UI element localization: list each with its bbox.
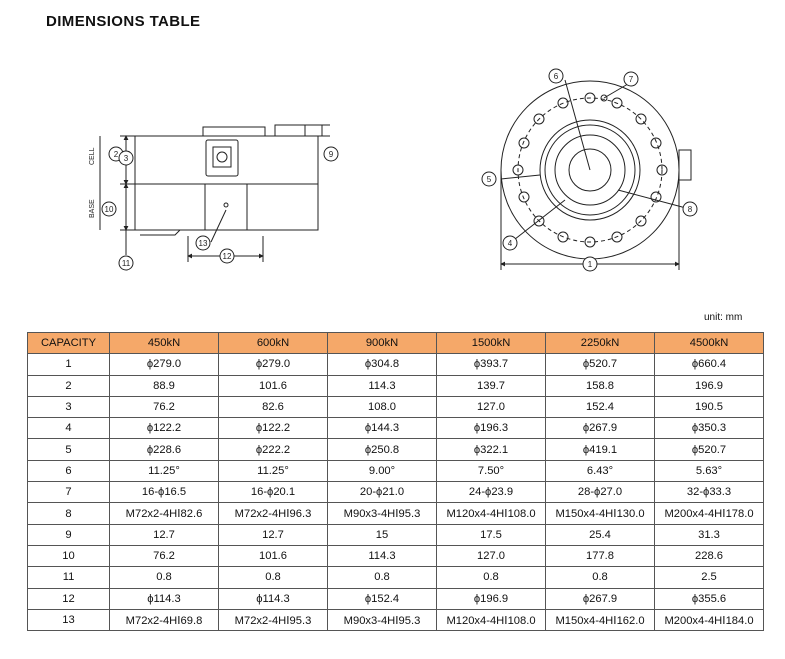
connector-core bbox=[213, 147, 231, 167]
table-cell: 101.6 bbox=[219, 375, 328, 396]
header-cell: 1500kN bbox=[437, 333, 546, 354]
table-cell: ϕ196.3 bbox=[437, 418, 546, 439]
table-cell: 20-ϕ21.0 bbox=[328, 482, 437, 503]
callout-11 bbox=[119, 256, 133, 270]
table-cell: ϕ228.6 bbox=[110, 439, 219, 460]
header-cell: CAPACITY bbox=[28, 333, 110, 354]
row-index-cell: 9 bbox=[28, 524, 110, 545]
table-cell: ϕ279.0 bbox=[110, 354, 219, 375]
svg-text:12: 12 bbox=[222, 252, 232, 261]
table-cell: 2.5 bbox=[655, 567, 764, 588]
svg-text:3: 3 bbox=[123, 154, 129, 163]
table-cell: 12.7 bbox=[219, 524, 328, 545]
table-cell: ϕ152.4 bbox=[328, 588, 437, 609]
table-cell: 16-ϕ16.5 bbox=[110, 482, 219, 503]
table-cell: 101.6 bbox=[219, 545, 328, 566]
table-cell: 190.5 bbox=[655, 396, 764, 417]
page-title: DIMENSIONS TABLE bbox=[46, 13, 201, 30]
table-cell: 31.3 bbox=[655, 524, 764, 545]
row-index-cell: 4 bbox=[28, 418, 110, 439]
table-cell: 7.50° bbox=[437, 460, 546, 481]
table-cell: 114.3 bbox=[328, 375, 437, 396]
callout-9 bbox=[324, 147, 338, 161]
row-index-cell: 11 bbox=[28, 567, 110, 588]
dimension-drawing bbox=[0, 0, 785, 300]
table-cell: M150x4-4HⅠ130.0 bbox=[546, 503, 655, 524]
table-cell: ϕ355.6 bbox=[655, 588, 764, 609]
table-cell: ϕ660.4 bbox=[655, 354, 764, 375]
table-cell: ϕ304.8 bbox=[328, 354, 437, 375]
callout-4 bbox=[503, 236, 517, 250]
table-cell: 0.8 bbox=[546, 567, 655, 588]
row-index-cell: 2 bbox=[28, 375, 110, 396]
header-cell: 450kN bbox=[110, 333, 219, 354]
row-index-cell: 7 bbox=[28, 482, 110, 503]
table-cell: 15 bbox=[328, 524, 437, 545]
table-cell: 17.5 bbox=[437, 524, 546, 545]
table-cell: 152.4 bbox=[546, 396, 655, 417]
table-cell: ϕ122.2 bbox=[219, 418, 328, 439]
table-cell: ϕ122.2 bbox=[110, 418, 219, 439]
svg-text:7: 7 bbox=[628, 75, 634, 84]
table-cell: ϕ250.8 bbox=[328, 439, 437, 460]
table-cell: M200x4-4HⅠ178.0 bbox=[655, 503, 764, 524]
cell-label: CELL bbox=[89, 147, 96, 165]
callout-5 bbox=[482, 172, 496, 186]
table-cell: 5.63° bbox=[655, 460, 764, 481]
table-cell: ϕ350.3 bbox=[655, 418, 764, 439]
table-cell: ϕ520.7 bbox=[655, 439, 764, 460]
table-cell: 158.8 bbox=[546, 375, 655, 396]
header-cell: 900kN bbox=[328, 333, 437, 354]
table-cell: 82.6 bbox=[219, 396, 328, 417]
table-cell: 32-ϕ33.3 bbox=[655, 482, 764, 503]
front-fitting bbox=[679, 150, 691, 180]
table-row bbox=[28, 545, 764, 566]
table-cell: 6.43° bbox=[546, 460, 655, 481]
header-cell: 4500kN bbox=[655, 333, 764, 354]
svg-text:4: 4 bbox=[507, 239, 513, 248]
table-cell: 177.8 bbox=[546, 545, 655, 566]
table-row bbox=[28, 567, 764, 588]
table-cell: 0.8 bbox=[328, 567, 437, 588]
table-cell: 139.7 bbox=[437, 375, 546, 396]
table-cell: 0.8 bbox=[219, 567, 328, 588]
svg-text:10: 10 bbox=[104, 205, 114, 214]
callout-6 bbox=[549, 69, 563, 83]
svg-text:13: 13 bbox=[198, 239, 208, 248]
table-cell: 0.8 bbox=[110, 567, 219, 588]
table-cell: ϕ419.1 bbox=[546, 439, 655, 460]
table-cell: M72x2-4HⅠ95.3 bbox=[219, 609, 328, 630]
header-cell: 2250kN bbox=[546, 333, 655, 354]
table-cell: M200x4-4HⅠ184.0 bbox=[655, 609, 764, 630]
table-cell: ϕ267.9 bbox=[546, 588, 655, 609]
table-cell: 76.2 bbox=[110, 545, 219, 566]
table-cell: 108.0 bbox=[328, 396, 437, 417]
row-index-cell: 13 bbox=[28, 609, 110, 630]
table-row bbox=[28, 609, 764, 630]
table-cell: 25.4 bbox=[546, 524, 655, 545]
header-cell: 600kN bbox=[219, 333, 328, 354]
table-cell: ϕ322.1 bbox=[437, 439, 546, 460]
table-cell: ϕ144.3 bbox=[328, 418, 437, 439]
svg-text:8: 8 bbox=[687, 205, 693, 214]
table-cell: 11.25° bbox=[219, 460, 328, 481]
table-cell: 9.00° bbox=[328, 460, 437, 481]
row-index-cell: 3 bbox=[28, 396, 110, 417]
table-cell: ϕ114.3 bbox=[219, 588, 328, 609]
svg-text:9: 9 bbox=[328, 150, 334, 159]
table-cell: 88.9 bbox=[110, 375, 219, 396]
table-row bbox=[28, 396, 764, 417]
table-cell: ϕ267.9 bbox=[546, 418, 655, 439]
table-row bbox=[28, 354, 764, 375]
row-index-cell: 6 bbox=[28, 460, 110, 481]
row-index-cell: 10 bbox=[28, 545, 110, 566]
table-cell: M150x4-4HⅠ162.0 bbox=[546, 609, 655, 630]
table-cell: 12.7 bbox=[110, 524, 219, 545]
callout-1 bbox=[583, 257, 597, 271]
callout-10 bbox=[102, 202, 116, 216]
table-cell: M72x2-4HⅠ96.3 bbox=[219, 503, 328, 524]
table-cell: M72x2-4HⅠ82.6 bbox=[110, 503, 219, 524]
svg-text:6: 6 bbox=[553, 72, 559, 81]
unit-label: unit: mm bbox=[704, 312, 743, 323]
table-cell: 196.9 bbox=[655, 375, 764, 396]
table-cell: M72x2-4HⅠ69.8 bbox=[110, 609, 219, 630]
table-row bbox=[28, 588, 764, 609]
callout-12 bbox=[220, 249, 234, 263]
svg-text:11: 11 bbox=[121, 259, 131, 268]
side-fitting bbox=[275, 125, 305, 136]
table-cell: 127.0 bbox=[437, 545, 546, 566]
callout-3 bbox=[119, 151, 133, 165]
table-cell: ϕ222.2 bbox=[219, 439, 328, 460]
top-plate bbox=[203, 127, 265, 136]
table-cell: M120x4-4HⅠ108.0 bbox=[437, 609, 546, 630]
table-row bbox=[28, 460, 764, 481]
table-cell: M90x3-4HⅠ95.3 bbox=[328, 609, 437, 630]
table-header-row bbox=[28, 333, 764, 354]
table-cell: 16-ϕ20.1 bbox=[219, 482, 328, 503]
callout-8 bbox=[683, 202, 697, 216]
table-row bbox=[28, 482, 764, 503]
table-cell: 228.6 bbox=[655, 545, 764, 566]
table-row bbox=[28, 524, 764, 545]
table-cell: 0.8 bbox=[437, 567, 546, 588]
base-label: BASE bbox=[89, 199, 96, 218]
table-cell: ϕ279.0 bbox=[219, 354, 328, 375]
table-cell: ϕ114.3 bbox=[110, 588, 219, 609]
table-cell: M120x4-4HⅠ108.0 bbox=[437, 503, 546, 524]
table-cell: 114.3 bbox=[328, 545, 437, 566]
callout-13 bbox=[196, 236, 210, 250]
table-row bbox=[28, 418, 764, 439]
row-index-cell: 12 bbox=[28, 588, 110, 609]
table-row bbox=[28, 375, 764, 396]
table-cell: 127.0 bbox=[437, 396, 546, 417]
table-cell: ϕ520.7 bbox=[546, 354, 655, 375]
dimensions-table bbox=[27, 332, 764, 631]
row-index-cell: 1 bbox=[28, 354, 110, 375]
row-index-cell: 8 bbox=[28, 503, 110, 524]
connector-housing bbox=[206, 140, 238, 176]
table-row bbox=[28, 503, 764, 524]
callout-7 bbox=[624, 72, 638, 86]
table-cell: 24-ϕ23.9 bbox=[437, 482, 546, 503]
table-cell: M90x3-4HⅠ95.3 bbox=[328, 503, 437, 524]
table-cell: 28-ϕ27.0 bbox=[546, 482, 655, 503]
svg-text:5: 5 bbox=[486, 175, 492, 184]
svg-text:2: 2 bbox=[113, 150, 119, 159]
table-cell: ϕ393.7 bbox=[437, 354, 546, 375]
svg-text:1: 1 bbox=[587, 260, 593, 269]
row-index-cell: 5 bbox=[28, 439, 110, 460]
table-cell: ϕ196.9 bbox=[437, 588, 546, 609]
table-row bbox=[28, 439, 764, 460]
table-cell: 76.2 bbox=[110, 396, 219, 417]
table-cell: 11.25° bbox=[110, 460, 219, 481]
